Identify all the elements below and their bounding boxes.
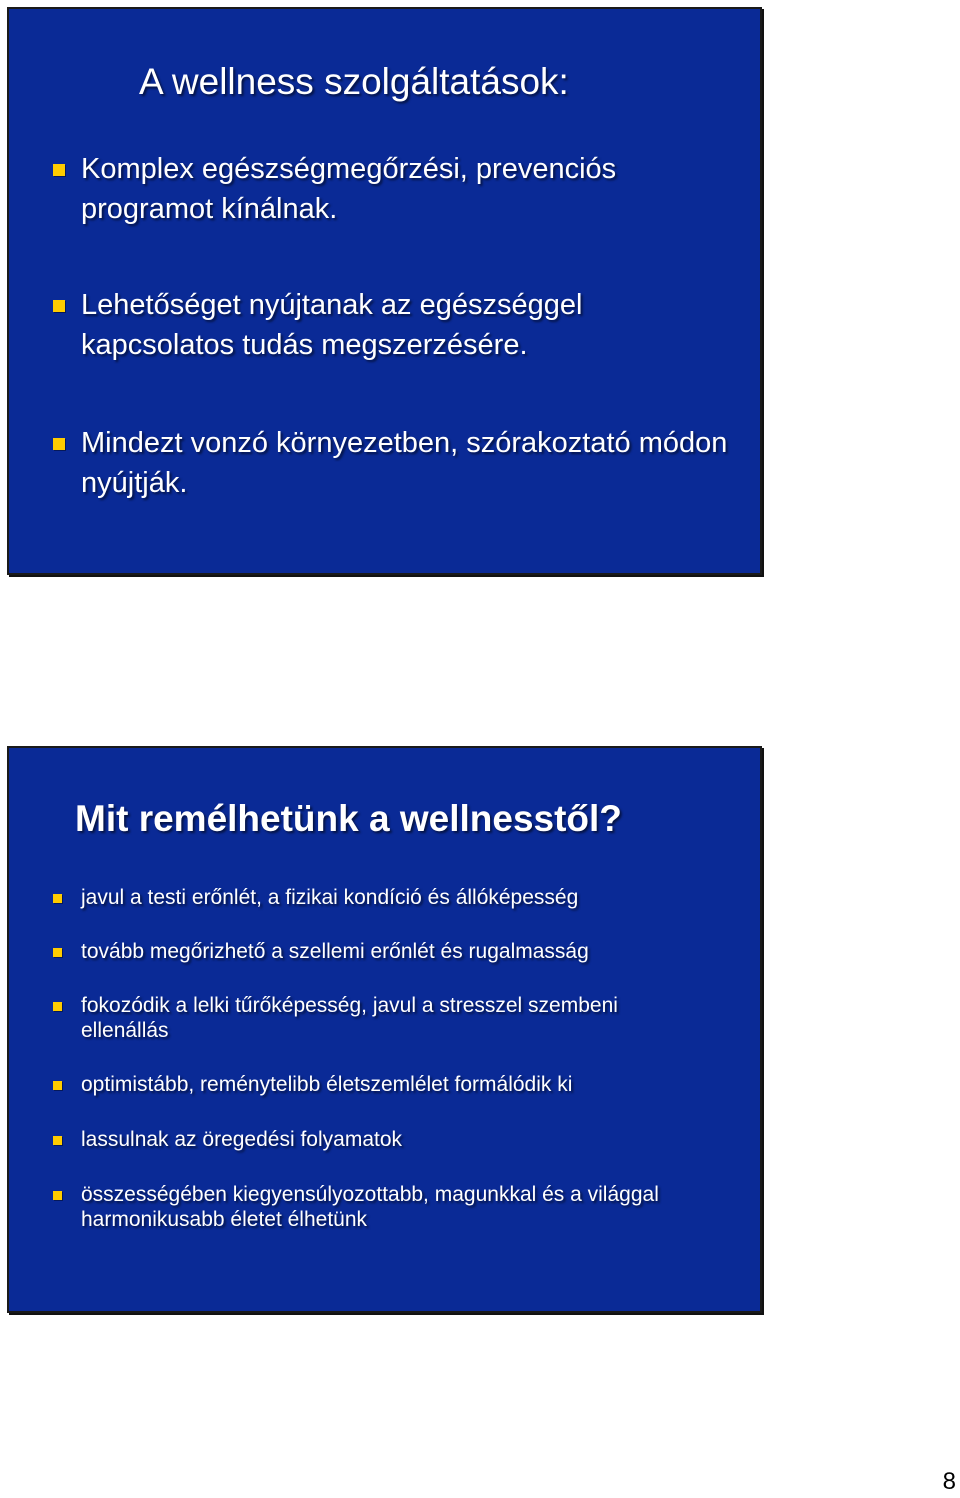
bullet-text: javul a testi erőnlét, a fizikai kondíció és állóképesség <box>81 886 579 909</box>
slide-1-bullet-item <box>81 423 741 503</box>
page-number: 8 <box>942 1468 956 1495</box>
slide-1-title: A wellness szolgáltatások: <box>139 61 569 102</box>
square-bullet-icon <box>53 948 62 957</box>
square-bullet-icon <box>53 1081 62 1090</box>
bullet-text: tovább megőrizhető a szellemi erőnlét és rugalmasság <box>81 940 589 963</box>
square-bullet-icon <box>53 894 62 903</box>
bullet-text: lassulnak az öregedési folyamatok <box>81 1128 403 1151</box>
slide-2-bullet-item <box>81 885 741 910</box>
slide-2-bullet-item <box>81 993 641 1043</box>
bullet-text: Mindezt vonzó környezetben, szórakoztató módon nyújtják. <box>81 427 728 499</box>
square-bullet-icon <box>53 438 65 450</box>
bullet-text: Komplex egészségmegőrzési, prevenciós programot kínálnak. <box>81 153 617 225</box>
bullet-text: optimistább, reménytelibb életszemlélet formálódik ki <box>81 1073 573 1096</box>
square-bullet-icon <box>53 1136 62 1145</box>
square-bullet-icon <box>53 1191 62 1200</box>
slide-2-title: Mit remélhetünk a wellnesstől? <box>75 798 622 839</box>
square-bullet-icon <box>53 300 65 312</box>
square-bullet-icon <box>53 164 65 176</box>
slide-2 <box>7 746 762 1313</box>
bullet-text: Lehetőséget nyújtanak az egészséggel kapcsolatos tudás megszerzésére. <box>81 289 583 361</box>
slide-1 <box>7 7 762 575</box>
bullet-text: összességében kiegyensúlyozottabb, magunkkal és a világgal harmonikusabb életet élhetünk <box>81 1183 659 1231</box>
slide-1-bullet-item <box>81 285 741 365</box>
slide-1-bullet-item <box>81 149 741 229</box>
slide-2-bullet-item <box>81 939 741 964</box>
square-bullet-icon <box>53 1002 62 1011</box>
slide-2-bullet-item <box>81 1127 741 1152</box>
bullet-text: fokozódik a lelki tűrőképesség, javul a stresszel szembeni ellenállás <box>81 994 618 1042</box>
slide-2-bullet-item <box>81 1182 711 1232</box>
slide-2-bullet-item <box>81 1072 741 1097</box>
